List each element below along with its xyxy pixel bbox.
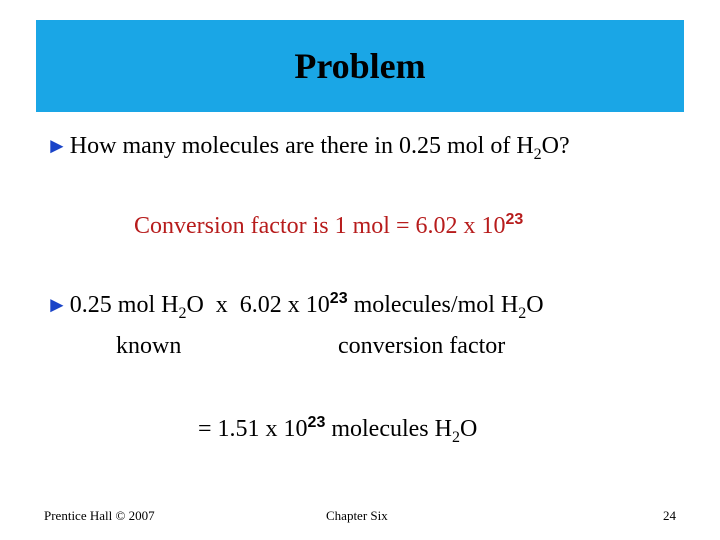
calc-subscript-2: 2 bbox=[518, 305, 527, 322]
result-part-3: O bbox=[459, 416, 478, 442]
result-line bbox=[198, 414, 478, 446]
label-conversion-factor: conversion factor bbox=[338, 333, 506, 359]
calc-subscript-1: 2 bbox=[178, 305, 187, 322]
question-line bbox=[46, 133, 570, 163]
result-part-2: molecules H bbox=[325, 416, 452, 442]
result-subscript: 2 bbox=[451, 429, 460, 446]
slide-title: Problem bbox=[294, 46, 426, 86]
calc-part-1: 0.25 mol H bbox=[69, 292, 179, 318]
title-bar bbox=[36, 20, 684, 112]
calc-part-3: molecules/mol H bbox=[347, 292, 519, 318]
conversion-factor-line bbox=[134, 213, 523, 240]
footer-page-number: 24 bbox=[663, 508, 676, 523]
conversion-text: Conversion factor is 1 mol = 6.02 x 10 bbox=[134, 213, 506, 239]
calc-exponent: 23 bbox=[329, 290, 348, 307]
result-part-1: = 1.51 x 10 bbox=[198, 416, 308, 442]
bullet-arrow-icon: ► bbox=[46, 133, 68, 158]
question-text: How many molecules are there in 0.25 mol of H bbox=[69, 133, 534, 159]
calculation-line bbox=[46, 290, 544, 322]
calc-part-4: O bbox=[526, 292, 544, 318]
calc-part-2: O x 6.02 x 10 bbox=[186, 292, 330, 318]
question-subscript: 2 bbox=[533, 146, 542, 163]
conversion-exponent: 23 bbox=[505, 211, 524, 228]
result-exponent: 23 bbox=[307, 414, 326, 431]
question-suffix: O? bbox=[541, 133, 570, 159]
footer-chapter: Chapter Six bbox=[326, 508, 388, 523]
footer-copyright: Prentice Hall © 2007 bbox=[44, 508, 155, 523]
label-known: known bbox=[116, 333, 182, 359]
bullet-arrow-icon: ► bbox=[46, 292, 68, 317]
